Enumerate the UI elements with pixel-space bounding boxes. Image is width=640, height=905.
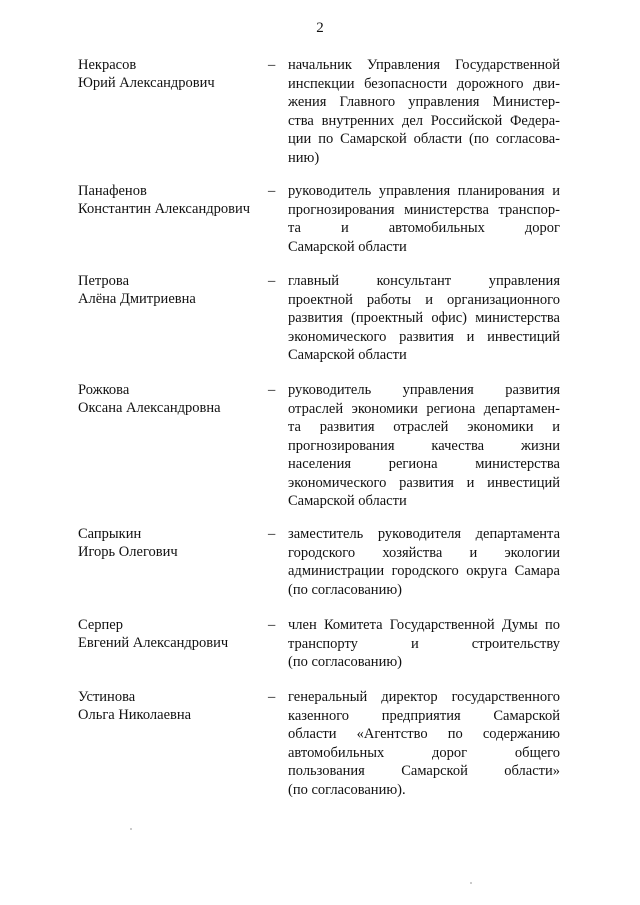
position-line: (по согласованию): [288, 581, 402, 598]
position-line: член Комитета Государственной Думы по: [288, 617, 560, 633]
dash-separator: –: [268, 689, 276, 705]
position-line: начальник Управления Государственной: [288, 57, 560, 73]
dash-separator: –: [268, 382, 276, 398]
member-given-names: Ольга Николаевна: [78, 707, 192, 723]
position-line: прогнозирования министерства транспор-: [288, 201, 560, 218]
position-line: отраслей экономики региона департамен-: [288, 400, 560, 417]
member-position: [288, 688, 560, 799]
position-line: (по согласованию): [288, 654, 402, 670]
position-line: та и автомобильных дорог: [288, 220, 560, 236]
member-entry: [78, 688, 560, 799]
member-given-names: Константин Александрович: [78, 201, 250, 217]
member-name: [78, 616, 266, 672]
member-entry: [78, 381, 560, 511]
dash-separator: –: [268, 57, 276, 73]
member-surname: Панафенов: [78, 183, 147, 199]
member-name: [78, 182, 266, 256]
position-line: экономического развития и инвестиций: [288, 474, 560, 491]
dash-separator: –: [268, 183, 276, 199]
dash-separator: –: [268, 273, 276, 289]
page-number: 2: [316, 20, 324, 36]
position-line: населения региона министерства: [288, 456, 560, 472]
member-name: [78, 381, 266, 511]
position-line: заместитель руководителя департамента: [288, 526, 560, 542]
position-line: проектной работы и организационного: [288, 291, 560, 308]
member-name: [78, 688, 266, 799]
position-line: пользования Самарской области»: [288, 763, 560, 779]
member-position: [288, 616, 560, 672]
position-line: прогнозирования качества жизни: [288, 437, 560, 454]
position-line: ции по Самарской области (по согласова-: [288, 131, 560, 147]
position-line: казенного предприятия Самарской: [288, 707, 560, 724]
member-given-names: Игорь Олегович: [78, 544, 178, 560]
member-position: [288, 182, 560, 256]
position-line: администрации городского округа Самара: [288, 563, 560, 579]
position-line: жения Главного управления Министер-: [288, 94, 560, 110]
member-name: [78, 272, 266, 365]
position-line: руководитель управления планирования и: [288, 183, 560, 199]
position-line: городского хозяйства и экологии: [288, 544, 560, 561]
member-position: [288, 525, 560, 599]
member-surname: Устинова: [78, 689, 136, 705]
position-line: экономического развития и инвестиций: [288, 328, 560, 345]
dash-separator: –: [268, 526, 276, 542]
member-given-names: Оксана Александровна: [78, 400, 221, 416]
member-name: [78, 525, 266, 599]
position-line: Самарской области: [288, 347, 407, 363]
scan-speck: [130, 828, 132, 830]
position-line: инспекции безопасности дорожного дви-: [288, 75, 560, 92]
position-line: Самарской области: [288, 238, 407, 255]
member-surname: Сапрыкин: [78, 526, 142, 542]
member-surname: Петрова: [78, 273, 130, 289]
member-given-names: Алёна Дмитриевна: [78, 291, 196, 307]
member-entry: [78, 182, 560, 256]
scan-speck: [470, 882, 472, 884]
member-position: [288, 381, 560, 511]
position-line: Самарской области: [288, 493, 407, 509]
position-line: генеральный директор государственного: [288, 689, 560, 705]
member-given-names: Юрий Александрович: [78, 75, 215, 91]
member-surname: Серпер: [78, 617, 123, 633]
member-name: [78, 56, 266, 167]
member-surname: Некрасов: [78, 57, 137, 73]
member-given-names: Евгений Александрович: [78, 635, 229, 651]
dash-separator: –: [268, 617, 276, 633]
member-position: [288, 56, 560, 167]
position-line: та развития отраслей экономики и: [288, 419, 560, 435]
position-line: руководитель управления развития: [288, 382, 560, 398]
position-line: развития (проектный офис) министерства: [288, 310, 560, 326]
member-entry: [78, 616, 560, 672]
member-surname: Рожкова: [78, 382, 130, 398]
position-line: ства внутренних дел Российской Федера-: [288, 112, 560, 129]
member-entry: [78, 272, 560, 365]
position-line: транспорту и строительству: [288, 635, 560, 652]
position-line: нию): [288, 149, 320, 166]
member-position: [288, 272, 560, 365]
position-line: области «Агентство по содержанию: [288, 726, 560, 742]
member-entry: [78, 56, 560, 167]
position-line: автомобильных дорог общего: [288, 744, 560, 761]
member-entry: [78, 525, 560, 599]
position-line: главный консультант управления: [288, 273, 560, 289]
position-line: (по согласованию).: [288, 781, 406, 798]
